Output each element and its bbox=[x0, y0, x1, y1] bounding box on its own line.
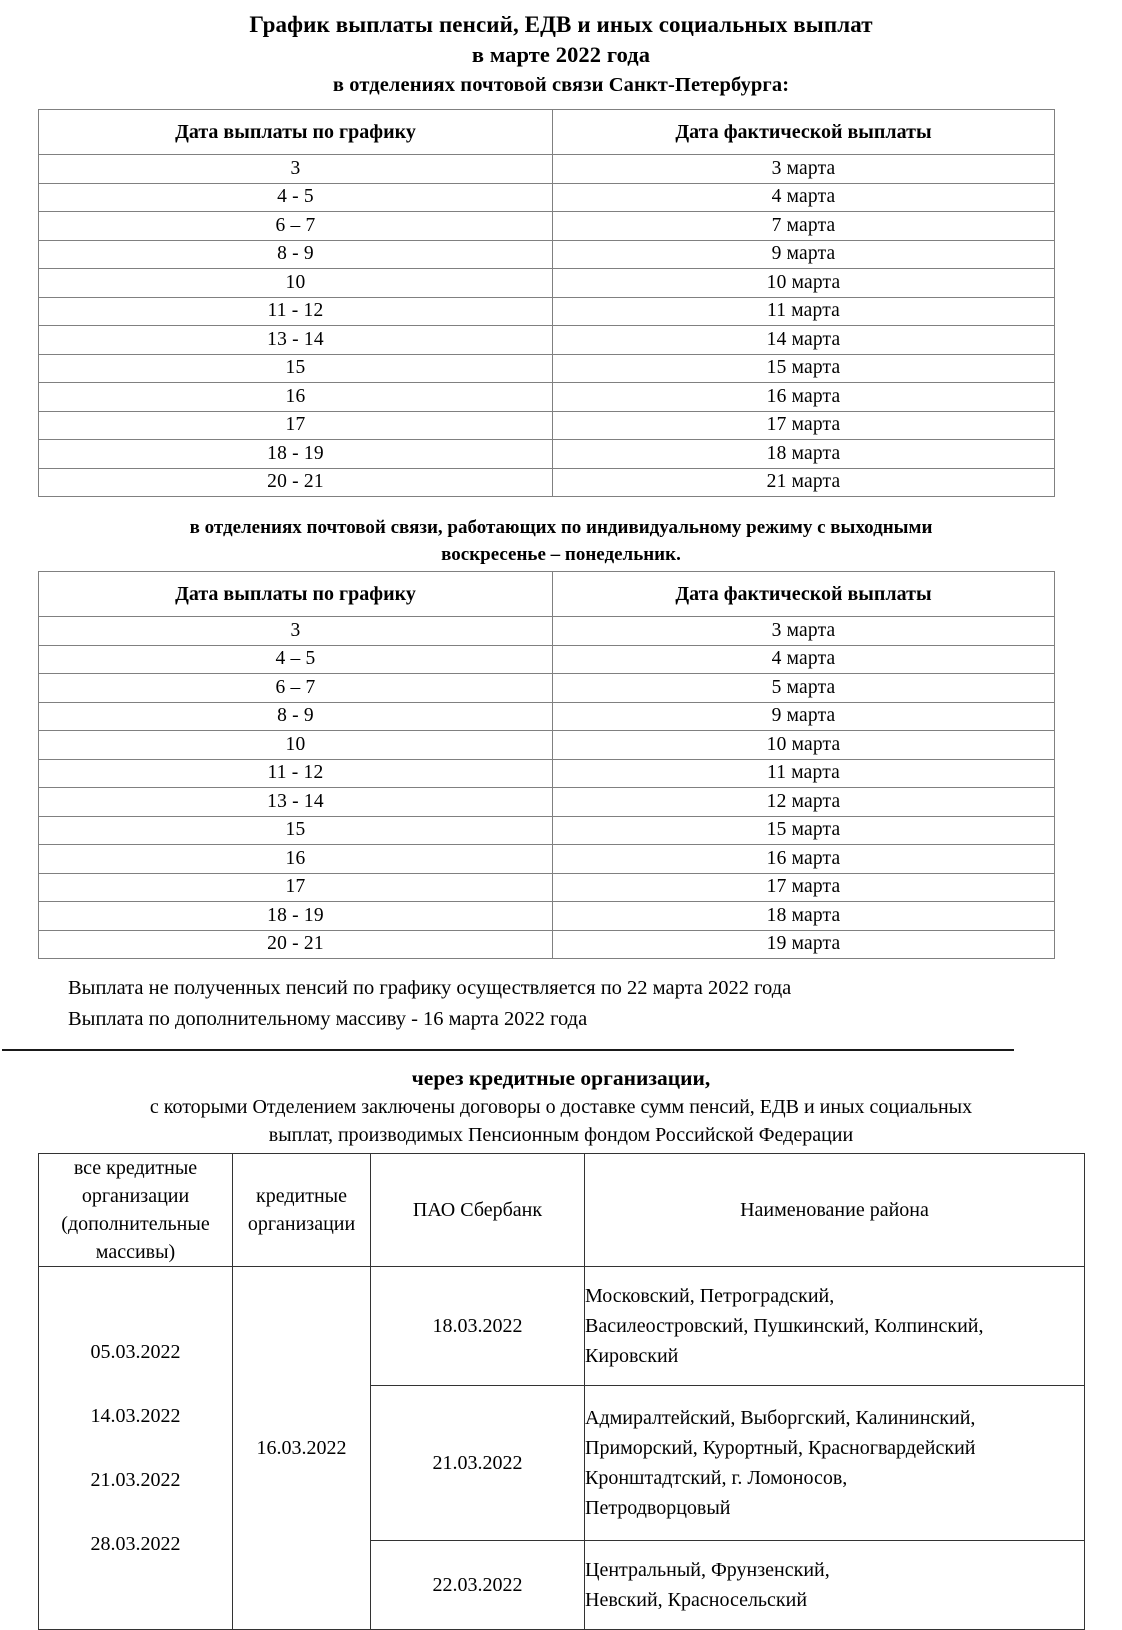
table-row bbox=[39, 759, 1055, 788]
cell-scheduled-date: 4 – 5 bbox=[39, 645, 553, 674]
cell-scheduled-date: 16 bbox=[39, 383, 553, 412]
header-line: массивы) bbox=[95, 1241, 176, 1263]
header-line: кредитные bbox=[256, 1185, 347, 1207]
header-line: (дополнительные bbox=[61, 1213, 210, 1235]
cell-scheduled-date: 20 - 21 bbox=[39, 468, 553, 497]
table-row bbox=[39, 440, 1055, 469]
cell-scheduled-date: 3 bbox=[39, 617, 553, 646]
cell-sberbank-date: 22.03.2022 bbox=[371, 1541, 585, 1630]
cell-district-list bbox=[585, 1267, 1085, 1386]
table-row bbox=[39, 411, 1055, 440]
cell-scheduled-date: 3 bbox=[39, 155, 553, 184]
table-row bbox=[39, 930, 1055, 959]
date-value: 05.03.2022 bbox=[90, 1341, 181, 1363]
district-line: Кронштадтский, г. Ломоносов, bbox=[585, 1467, 848, 1489]
column-header-sberbank: ПАО Сбербанк bbox=[371, 1154, 585, 1267]
cell-scheduled-date: 20 - 21 bbox=[39, 930, 553, 959]
cell-actual-date: 15 марта bbox=[553, 816, 1055, 845]
cell-scheduled-date: 15 bbox=[39, 816, 553, 845]
table-row bbox=[39, 326, 1055, 355]
table-header-row bbox=[39, 1154, 1085, 1267]
table-row bbox=[39, 788, 1055, 817]
column-header-actual-date: Дата фактической выплаты bbox=[553, 110, 1055, 155]
table-row bbox=[39, 240, 1055, 269]
table-row bbox=[39, 269, 1055, 298]
cell-actual-date: 12 марта bbox=[553, 788, 1055, 817]
cell-actual-date: 5 марта bbox=[553, 674, 1055, 703]
column-header-credit-organizations bbox=[233, 1154, 371, 1267]
table-row bbox=[39, 297, 1055, 326]
header-line: все кредитные bbox=[73, 1157, 198, 1179]
notes-block bbox=[0, 973, 1122, 1035]
table-row bbox=[39, 845, 1055, 874]
district-line: Адмиралтейский, Выборгский, Калининский, bbox=[585, 1407, 976, 1429]
post-offices-table-wrapper bbox=[0, 109, 1122, 497]
table-row bbox=[39, 617, 1055, 646]
table-row bbox=[39, 183, 1055, 212]
district-line: Приморский, Курортный, Красногвардейский bbox=[585, 1437, 976, 1459]
cell-actual-date: 3 марта bbox=[553, 155, 1055, 184]
cell-scheduled-date: 4 - 5 bbox=[39, 183, 553, 212]
table-row bbox=[39, 354, 1055, 383]
column-header-actual-date: Дата фактической выплаты bbox=[553, 572, 1055, 617]
date-value: 21.03.2022 bbox=[90, 1469, 181, 1491]
column-header-scheduled-date: Дата выплаты по графику bbox=[39, 110, 553, 155]
cell-scheduled-date: 8 - 9 bbox=[39, 702, 553, 731]
cell-actual-date: 11 марта bbox=[553, 297, 1055, 326]
cell-actual-date: 4 марта bbox=[553, 645, 1055, 674]
district-line: Петродворцовый bbox=[585, 1497, 731, 1519]
cell-credit-org-date: 16.03.2022 bbox=[233, 1267, 371, 1630]
cell-actual-date: 7 марта bbox=[553, 212, 1055, 241]
cell-all-credit-dates bbox=[39, 1267, 233, 1630]
table-row bbox=[39, 902, 1055, 931]
table-header-row bbox=[39, 572, 1055, 617]
cell-scheduled-date: 11 - 12 bbox=[39, 297, 553, 326]
table-row bbox=[39, 212, 1055, 241]
title-line-3: в отделениях почтовой связи Санкт-Петербурга: bbox=[332, 74, 790, 96]
cell-scheduled-date: 6 – 7 bbox=[39, 212, 553, 241]
cell-scheduled-date: 18 - 19 bbox=[39, 440, 553, 469]
post-offices-schedule-table bbox=[38, 109, 1055, 497]
table-row bbox=[39, 1267, 1085, 1386]
individual-schedule-table bbox=[38, 571, 1055, 959]
cell-scheduled-date: 17 bbox=[39, 411, 553, 440]
cell-sberbank-date: 18.03.2022 bbox=[371, 1267, 585, 1386]
cell-actual-date: 11 марта bbox=[553, 759, 1055, 788]
district-line: Московский, Петроградский, bbox=[585, 1285, 835, 1307]
credit-organizations-table-wrapper bbox=[0, 1149, 1122, 1630]
cell-actual-date: 10 марта bbox=[553, 269, 1055, 298]
date-value: 28.03.2022 bbox=[90, 1533, 181, 1555]
cell-actual-date: 19 марта bbox=[553, 930, 1055, 959]
cell-scheduled-date: 18 - 19 bbox=[39, 902, 553, 931]
cell-actual-date: 9 марта bbox=[553, 240, 1055, 269]
page-title bbox=[0, 0, 1122, 100]
cell-actual-date: 17 марта bbox=[553, 873, 1055, 902]
district-line: Невский, Красносельский bbox=[585, 1589, 808, 1611]
cell-actual-date: 18 марта bbox=[553, 902, 1055, 931]
cell-actual-date: 18 марта bbox=[553, 440, 1055, 469]
district-line: Василеостровский, Пушкинский, Колпинский, bbox=[585, 1315, 984, 1337]
district-line: Центральный, Фрунзенский, bbox=[585, 1559, 830, 1581]
credit-heading-sub-line-2: выплат, производимых Пенсионным фондом Российской Федерации bbox=[268, 1124, 854, 1146]
cell-scheduled-date: 17 bbox=[39, 873, 553, 902]
table-row bbox=[39, 702, 1055, 731]
cell-actual-date: 4 марта bbox=[553, 183, 1055, 212]
cell-district-list bbox=[585, 1386, 1085, 1541]
table-header-row bbox=[39, 110, 1055, 155]
table-row bbox=[39, 674, 1055, 703]
cell-actual-date: 3 марта bbox=[553, 617, 1055, 646]
credit-organizations-table bbox=[38, 1153, 1085, 1630]
individual-schedule-table-wrapper bbox=[0, 571, 1122, 959]
spacer bbox=[0, 497, 1122, 514]
column-header-scheduled-date: Дата выплаты по графику bbox=[39, 572, 553, 617]
cell-scheduled-date: 13 - 14 bbox=[39, 326, 553, 355]
cell-district-list bbox=[585, 1541, 1085, 1630]
cell-actual-date: 21 марта bbox=[553, 468, 1055, 497]
table-row bbox=[39, 155, 1055, 184]
individual-schedule-heading-line-2: воскресенье – понедельник. bbox=[441, 544, 681, 565]
table-row bbox=[39, 731, 1055, 760]
individual-schedule-heading bbox=[0, 514, 1122, 568]
cell-scheduled-date: 10 bbox=[39, 731, 553, 760]
credit-organizations-heading bbox=[0, 1063, 1122, 1149]
header-line: организации bbox=[81, 1185, 190, 1207]
table-row bbox=[39, 383, 1055, 412]
cell-actual-date: 17 марта bbox=[553, 411, 1055, 440]
cell-scheduled-date: 10 bbox=[39, 269, 553, 298]
note-additional-array: Выплата по дополнительному массиву - 16 марта 2022 года bbox=[68, 1008, 588, 1030]
column-header-district-name: Наименование района bbox=[585, 1154, 1085, 1267]
cell-actual-date: 16 марта bbox=[553, 383, 1055, 412]
credit-heading-sub-line-1: с которыми Отделением заключены договоры о доставке сумм пенсий, ЕДВ и иных социальных bbox=[149, 1096, 973, 1118]
table-row bbox=[39, 816, 1055, 845]
cell-actual-date: 14 марта bbox=[553, 326, 1055, 355]
cell-scheduled-date: 15 bbox=[39, 354, 553, 383]
cell-scheduled-date: 6 – 7 bbox=[39, 674, 553, 703]
cell-actual-date: 16 марта bbox=[553, 845, 1055, 874]
cell-sberbank-date: 21.03.2022 bbox=[371, 1386, 585, 1541]
cell-scheduled-date: 11 - 12 bbox=[39, 759, 553, 788]
section-divider bbox=[2, 1049, 1014, 1051]
cell-actual-date: 15 марта bbox=[553, 354, 1055, 383]
column-header-all-credit-organizations bbox=[39, 1154, 233, 1267]
cell-actual-date: 9 марта bbox=[553, 702, 1055, 731]
note-unclaimed-pensions: Выплата не полученных пенсий по графику осуществляется по 22 марта 2022 года bbox=[68, 977, 792, 999]
cell-scheduled-date: 13 - 14 bbox=[39, 788, 553, 817]
title-line-1: График выплаты пенсий, ЕДВ и иных социальных выплат bbox=[249, 12, 873, 37]
title-line-2: в марте 2022 года bbox=[471, 42, 651, 67]
district-line: Кировский bbox=[585, 1345, 679, 1367]
table-row bbox=[39, 468, 1055, 497]
date-value: 14.03.2022 bbox=[90, 1405, 181, 1427]
table-row bbox=[39, 873, 1055, 902]
table-row bbox=[39, 645, 1055, 674]
cell-scheduled-date: 8 - 9 bbox=[39, 240, 553, 269]
credit-heading-bold: через кредитные организации, bbox=[411, 1066, 711, 1090]
header-line: организации bbox=[247, 1213, 356, 1235]
individual-schedule-heading-line-1: в отделениях почтовой связи, работающих по индивидуальному режиму с выходными bbox=[189, 517, 933, 538]
cell-scheduled-date: 16 bbox=[39, 845, 553, 874]
cell-actual-date: 10 марта bbox=[553, 731, 1055, 760]
